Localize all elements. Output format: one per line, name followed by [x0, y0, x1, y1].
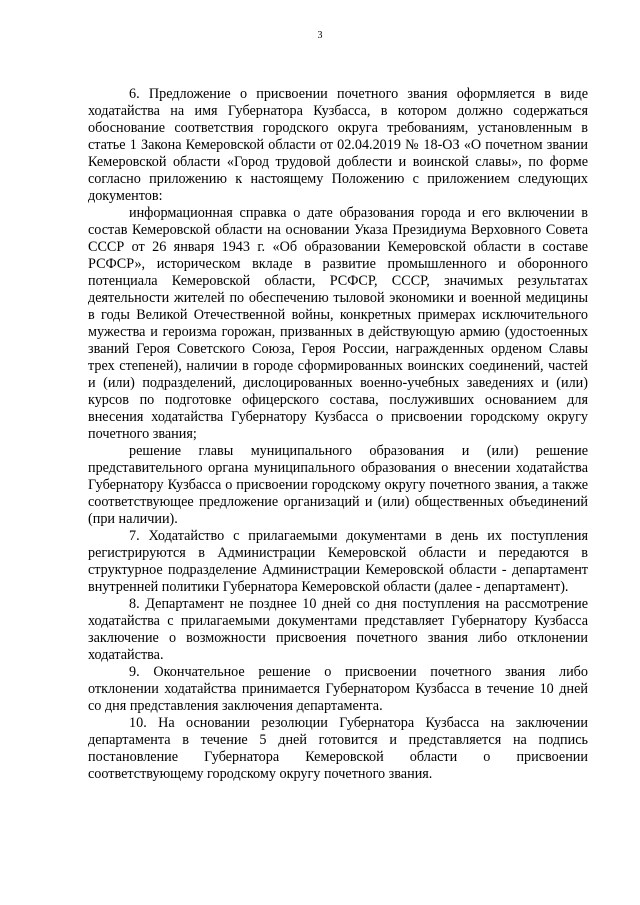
paragraph-7: 7. Ходатайство с прилагаемыми документами в день их поступления регистрируются в Администрации Кемеровской области и передаются в структурное подразделение Администрации Кемеровской области - департамент внутренней политики Губернатора Кемеровской области (далее - департамент). — [88, 528, 588, 595]
paragraph-10: 10. На основании резолюции Губернатора Кузбасса на заключении департамента в течение 5 дней готовится и представляется на подпись постановление Губернатора Кемеровской области о присвоении соответствующему городскому округу почетного звания. — [88, 715, 588, 782]
document-body — [88, 86, 588, 783]
paragraph-6: 6. Предложение о присвоении почетного звания оформляется в виде ходатайства на имя Губернатора Кузбасса, в котором должно содержаться обоснование соответствия городского округа требованиям, установленным в статье 1 Закона Кемеровской области от 02.04.2019 № 18-ОЗ «О почетном звании Кемеровской области «Город трудовой доблести и воинской славы», по форме согласно приложению к настоящему Положению с приложением следующих документов: — [88, 86, 588, 204]
page-number: 3 — [317, 30, 323, 41]
paragraph-info-reference: информационная справка о дате образования города и его включении в состав Кемеровской области на основании Указа Президиума Верховного Совета СССР от 26 января 1943 г. «Об образовании Кемеровской области в составе РСФСР», историческом вкладе в развитие промышленного и оборонного потенциала Кемеровской области, РСФСР, СССР, значимых результатах деятельности жителей по обеспечению тыловой экономики и военной медицины в годы Великой Отечественной войны, конкретных примерах исключительного мужества и героизма горожан, призванных в действующую армию (удостоенных званий Героя Советского Союза, Героя России, награжденных орденом Славы трех степеней), наличии в городе сформированных воинских соединений, частей и (или) подразделений, дислоцированных военно-учебных заведениях и (или) курсов по подготовке офицерского состава, послуживших основанием для внесения ходатайства Губернатору Кузбасса о присвоении городскому округу почетного звания; — [88, 205, 588, 442]
paragraph-9: 9. Окончательное решение о присвоении почетного звания либо отклонении ходатайства принимается Губернатором Кузбасса в течение 10 дней со дня представления заключения департамента. — [88, 664, 588, 714]
paragraph-8: 8. Департамент не позднее 10 дней со дня поступления на рассмотрение ходатайства с прилагаемыми документами представляет Губернатору Кузбасса заключение о возможности присвоения почетного звания либо отклонении ходатайства. — [88, 596, 588, 663]
paragraph-municipal-decision: решение главы муниципального образования и (или) решение представительного органа муниципального образования о внесении ходатайства Губернатору Кузбасса о присвоении городскому округу почетного звания, а также соответствующее предложение организаций и (или) общественных объединений (при наличии). — [88, 443, 588, 527]
